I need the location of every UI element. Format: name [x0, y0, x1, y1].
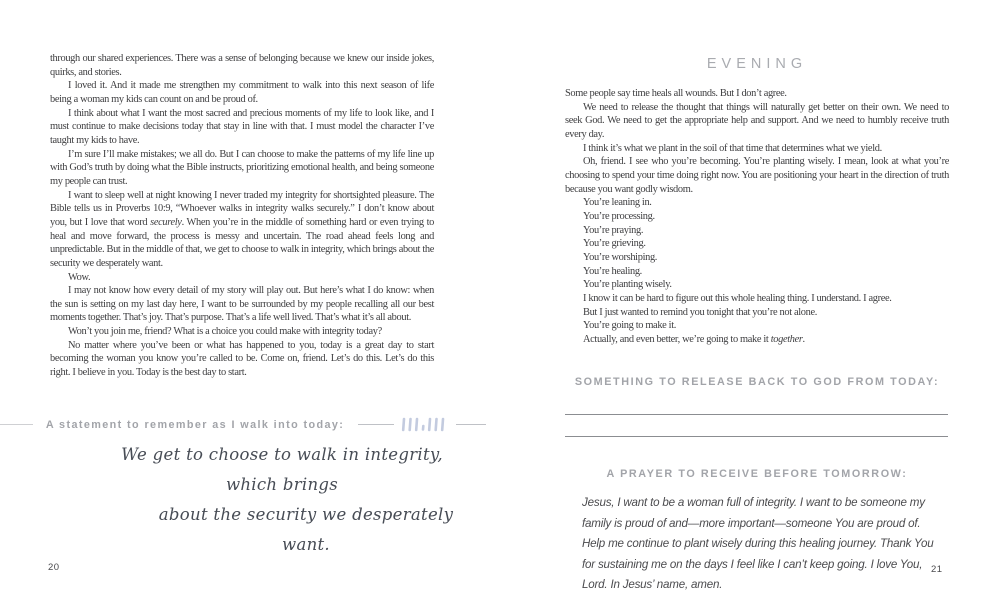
- brush-ticks-icon: [401, 417, 449, 432]
- statement-script-line: about the security we desperately want.: [158, 505, 454, 554]
- paragraph-text: through our shared experiences. There was a sense of belonging because we knew our inside jokes, quirks, and stories.: [50, 53, 434, 78]
- body-paragraph: [565, 237, 949, 251]
- prayer-prompt-heading: A PRAYER TO RECEIVE BEFORE TOMORROW:: [606, 468, 908, 480]
- body-paragraph: [50, 189, 434, 271]
- body-paragraph: [50, 271, 434, 285]
- evening-heading: EVENING: [706, 56, 808, 72]
- body-paragraph: [50, 148, 434, 189]
- paragraph-text: You’re worshiping.: [583, 251, 658, 263]
- paragraph-text: I loved it. And it made me strengthen my commitment to walk into this next season of life being a woman my kids can count on and be proud of.: [50, 80, 434, 105]
- paragraph-text: I may not know how every detail of my story will play out. But here’s what I do know: when the sun is setting on my last day here, I want to be surrounded by my people recalling all our best moments together. That’s joy. That’s purpose. That’s a life well lived. That’s what it’s all about.: [50, 285, 434, 324]
- paragraph-text: . When you’re in the middle of something hard or even trying to heal and move forward, the process is messy and uncertain. The road ahead feels long and unpredictable. But in the middle of that, we get to choose to walk in integrity, which brings about the security we desperately want.: [50, 216, 435, 269]
- body-paragraph: [50, 79, 434, 106]
- body-paragraph: [565, 196, 949, 210]
- body-paragraph: [50, 339, 434, 380]
- paragraph-text: Won’t you join me, friend? What is a choice you could make with integrity today?: [68, 326, 382, 338]
- paragraph-italic-text: securely: [150, 216, 182, 228]
- body-paragraph: [565, 306, 949, 320]
- write-in-line: [565, 436, 948, 437]
- statement-label: A statement to remember as I walk into today:: [45, 418, 345, 431]
- paragraph-text: You’re grieving.: [583, 238, 646, 250]
- body-paragraph: [565, 265, 949, 279]
- body-paragraph: [565, 333, 949, 347]
- decorative-rule: [0, 424, 33, 425]
- body-paragraph: [565, 142, 949, 156]
- body-paragraph: [565, 87, 949, 101]
- body-paragraph: [50, 52, 434, 79]
- paragraph-text: I think it’s what we plant in the soil of that time that determines what we yield.: [583, 142, 882, 154]
- body-paragraph: [565, 155, 949, 196]
- statement-heading-row: [0, 417, 486, 432]
- paragraph-italic-text: together: [770, 333, 803, 345]
- paragraph-text: I think about what I want the most sacred and precious moments of my life to look like, and I must continue to make decisions today that stay in line with that. I must model the character I’ve taught my kids to have.: [50, 107, 434, 146]
- left-page-body: [50, 52, 434, 380]
- paragraph-text: I know it can be hard to figure out this whole healing thing. I understand. I agree.: [583, 292, 892, 304]
- paragraph-text: Oh, friend. I see who you’re becoming. You’re planting wisely. I mean, look at what you’re choosing to spend your time doing right now. You are positioning your heart in the direction of truth because you want godly wisdom.: [565, 156, 949, 195]
- paragraph-text: You’re praying.: [583, 224, 644, 236]
- paragraph-text: Actually, and even better, we’re going to make it: [583, 333, 771, 345]
- right-page-body: [565, 87, 949, 346]
- statement-script: [0, 440, 468, 560]
- write-in-line: [565, 414, 948, 415]
- paragraph-text: You’re leaning in.: [583, 197, 652, 209]
- body-paragraph: [565, 292, 949, 306]
- body-paragraph: [50, 325, 434, 339]
- body-paragraph: [565, 101, 949, 142]
- body-paragraph: [50, 284, 434, 325]
- paragraph-text: You’re going to make it.: [583, 320, 676, 332]
- body-paragraph: [565, 224, 949, 238]
- paragraph-text: I’m sure I’ll make mistakes; we all do. But I can choose to make the patterns of my life line up with God’s truth by doing what the Bible instructs, prioritizing emotional health, and being someone my people can trust.: [50, 148, 434, 187]
- body-paragraph: [565, 278, 949, 292]
- decorative-dash: [358, 424, 394, 425]
- statement-section: [0, 417, 486, 560]
- decorative-dash: [456, 424, 486, 425]
- page-number-left: 20: [48, 562, 60, 573]
- prayer-text: Jesus, I want to be a woman full of integrity. I want to be someone my family is proud of and—more important—someone You are proud of. Help me continue to plant wisely during this healing journey. Thank You for sustaining me on the days I feel like I can’t keep going. I love You, Lord. In Jesus’ name, amen.: [582, 496, 934, 591]
- page-number-right: 21: [931, 564, 943, 575]
- paragraph-text: Wow.: [68, 271, 91, 283]
- paragraph-text: You’re healing.: [583, 265, 642, 277]
- paragraph-text: But I just wanted to remind you tonight that you’re not alone.: [583, 306, 817, 318]
- body-paragraph: [565, 210, 949, 224]
- body-paragraph: [565, 251, 949, 265]
- paragraph-text: I want to sleep well at night knowing I never traded my integrity for shortsighted pleasure. The Bible tells us in Proverbs 10:9, “Whoever walks in integrity walks securely.” I don’t know about you, but I love that word: [50, 189, 434, 228]
- body-paragraph: [565, 319, 949, 333]
- release-prompt-heading: SOMETHING TO RELEASE BACK TO GOD FROM TODAY:: [574, 376, 940, 388]
- paragraph-text: You’re planting wisely.: [583, 279, 672, 291]
- paragraph-text: Some people say time heals all wounds. But I don’t agree.: [565, 88, 787, 99]
- paragraph-text: .: [802, 333, 805, 345]
- paragraph-text: We need to release the thought that things will naturally get better on their own. We need to seek God. We need to get the appropriate help and support. And we need to humbly receive truth every day.: [565, 101, 949, 140]
- statement-script-line: We get to choose to walk in integrity, which brings: [121, 445, 443, 494]
- body-paragraph: [50, 107, 434, 148]
- paragraph-text: You’re processing.: [583, 210, 655, 222]
- paragraph-text: No matter where you’ve been or what has happened to you, today is a great day to start becoming the woman you know you’re called to be. Come on, friend. Let’s do this. Let’s do this right. I believe in you. Today is the best day to start.: [50, 339, 434, 379]
